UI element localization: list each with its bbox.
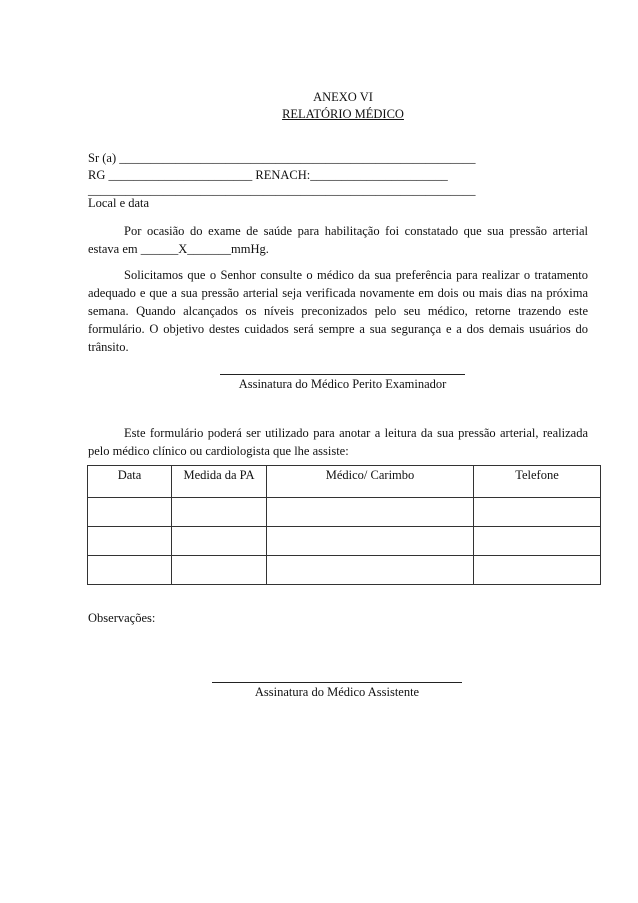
perito-signature-label: Assinatura do Médico Perito Examinador [238,377,447,391]
table-cell[interactable] [88,527,172,556]
table-cell[interactable] [172,498,267,527]
document-title-text: RELATÓRIO MÉDICO [282,107,404,121]
header-medida-pa: Medida da PA [172,466,267,498]
paragraph-recommendation: Solicitamos que o Senhor consulte o médico da sua preferência para realizar o tratamento adequado e que a sua pressão arterial seja verificada novamente em dois ou mais dias na próxima semana. Quando alcançados os níveis preconizados pelo seu médico, retorne trazendo este formulário. O objetivo destes cuidados será sempre a sua segurança e a dos demais usuários do trânsito. [88,268,588,354]
assistente-signature-line [212,682,462,683]
header-medico-carimbo: Médico/ Carimbo [267,466,474,498]
paragraph-form-usage: Este formulário poderá ser utilizado para anotar a leitura da sua pressão arterial, realizada pelo médico clínico ou cardiologista que lhe assiste: [88,426,588,458]
header-telefone: Telefone [474,466,601,498]
sr-field[interactable]: Sr (a) _________________________________________________________ [88,151,476,165]
pressure-table [87,465,601,585]
paragraph-pressure: Por ocasião do exame de saúde para habilitação foi constatado que sua pressão arterial estava em ______X_______mmHg. [88,224,588,256]
document-title [0,107,638,122]
table-cell[interactable] [267,498,474,527]
rg-renach-field[interactable]: RG _______________________ RENACH:______________________ [88,168,448,182]
header-data: Data [88,466,172,498]
table-cell[interactable] [267,556,474,585]
table-cell[interactable] [474,556,601,585]
table-cell[interactable] [172,527,267,556]
table-cell[interactable] [88,556,172,585]
annex-label: ANEXO VI [313,90,373,104]
assistente-signature-label: Assinatura do Médico Assistente [254,685,420,699]
table-row [88,527,601,556]
table-cell[interactable] [474,527,601,556]
perito-signature-line [220,374,465,375]
table-cell[interactable] [474,498,601,527]
table-cell[interactable] [88,498,172,527]
local-data-label: Local e data [88,196,150,210]
table-cell[interactable] [267,527,474,556]
observacoes-label: Observações: [88,611,156,625]
table-cell[interactable] [172,556,267,585]
table-header-row [88,466,601,498]
table-row [88,498,601,527]
blank-field[interactable]: ______________________________________________________________ [88,183,476,197]
table-row [88,556,601,585]
